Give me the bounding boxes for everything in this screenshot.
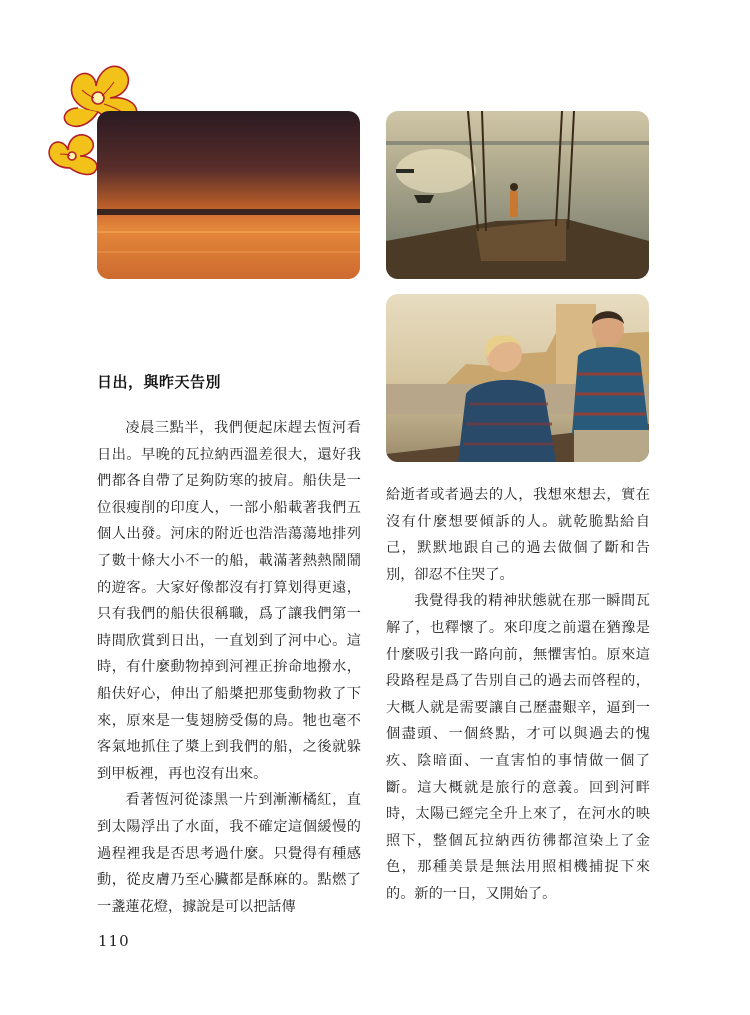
photo-two-travelers-on-boat	[386, 294, 649, 462]
section-heading: 日出，與昨天告別	[97, 373, 222, 391]
paragraph: 看著恆河從漆黑一片到漸漸橘紅，直到太陽浮出了水面，我不確定這個緩慢的過程裡我是否思考過什麼。只覺得有種感動，從皮膚乃至心臟都是酥麻的。點燃了一盞蓮花燈，據說是可以把話傳	[97, 792, 361, 915]
right-text-column	[386, 482, 650, 908]
paragraph: 給逝者或者過去的人，我想來想去，實在沒有什麼想要傾訴的人。就乾脆點給自己，默默地跟自己的過去做個了斷和告別，卻忍不住哭了。	[386, 487, 650, 583]
photo-sunrise-over-ganges	[97, 111, 360, 279]
paragraph: 我覺得我的精神狀態就在那一瞬間瓦解了，也釋懷了。來印度之前還在猶豫是什麼吸引我一路向前，無懼害怕。原來這段路程是爲了告別自己的過去而啓程的，大概人就是需要讓自己歷盡艱辛，逼到一個盡頭、一個終點，才可以與過去的愧疚、陰暗面、一直害怕的事情做一個了斷。這大概就是旅行的意義。回到河畔時，太陽已經完全升上來了，在河水的映照下，整個瓦拉納西彷彿都渲染上了金色，那種美景是無法用照相機捕捉下來的。新的一日，又開始了。	[386, 593, 650, 902]
left-text-column	[97, 415, 361, 920]
photo-ghat-boats	[386, 111, 649, 279]
page-number: 110	[98, 932, 130, 950]
paragraph: 凌晨三點半，我們便起床趕去恆河看日出。早晚的瓦拉納西溫差很大，還好我們都各自帶了足夠防寒的披肩。船伕是一位很瘦削的印度人，一部小船載著我們五個人出發。河床的附近也浩浩蕩蕩地排列了數十條大小不一的船，載滿著熱熱鬧鬧的遊客。大家好像都沒有打算划得更遠，只有我們的船伕很稱職，爲了讓我們第一時間欣賞到日出，一直划到了河中心。這時，有什麼動物掉到河裡正拚命地撥水，船伕好心，伸出了船槳把那隻動物救了下來，原來是一隻翅膀受傷的鳥。牠也毫不客氣地抓住了槳上到我們的船，之後就躲到甲板裡，再也沒有出來。	[97, 420, 361, 782]
